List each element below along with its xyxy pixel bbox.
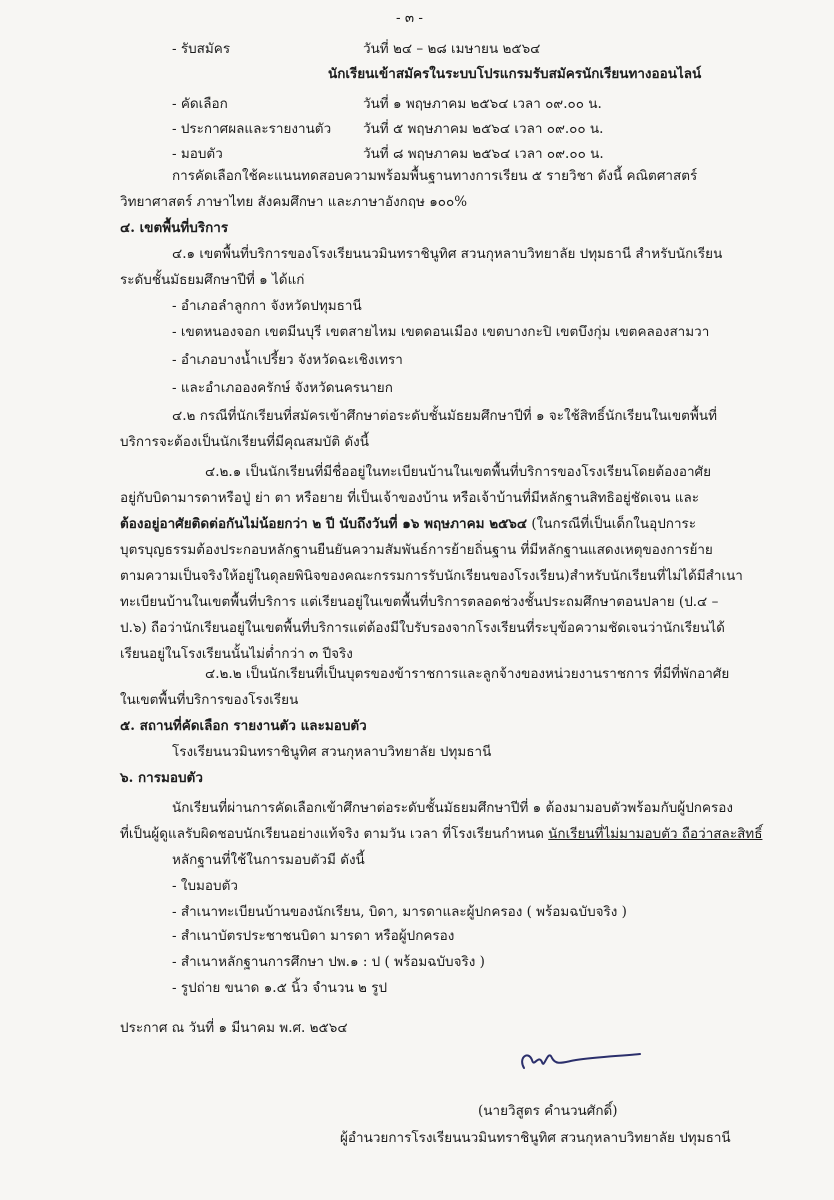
residency-requirement: ต้องอยู่อาศัยติดต่อกันไม่น้อยกว่า ๒ ปี นับถึงวันที่ ๑๖ พฤษภาคม ๒๕๖๔ [120,516,528,532]
signer-name: (นายวิสูตร คำนวนศักดิ์) [478,1103,618,1119]
para-4-2-1-line-6: ทะเบียนบ้านในเขตพื้นที่บริการ แต่เรียนอยู่ในเขตพื้นที่บริการตลอดช่วงชั้นประถมศึกษาตอนปลาย (ป.๔ – [120,594,719,610]
para-4-2-1-line-8: เรียนอยู่ในโรงเรียนนั้นไม่ต่ำกว่า ๓ ปีจริง [120,646,353,662]
section-4-heading: ๔. เขตพื้นที่บริการ [120,220,229,236]
forfeit-notice: นักเรียนที่ไม่มามอบตัว ถือว่าสละสิทธิ์ [548,826,763,842]
doc-item: - สำเนาทะเบียนบ้านของนักเรียน, บิดา, มารดาและผู้ปกครอง ( พร้อมฉบับจริง ) [172,904,627,920]
para-4-2-line-2: บริการจะต้องเป็นนักเรียนที่มีคุณสมบัติ ดังนี้ [120,434,369,450]
para-4-2-1-line-2: อยู่กับบิดามารดาหรือปู่ ย่า ตา หรือยาย ที่เป็นเจ้าของบ้าน หรือเจ้าบ้านที่มีหลักฐานสิทธิอยู่ชัดเจน และ [120,490,699,506]
schedule-value-apply: วันที่ ๒๔ – ๒๘ เมษายน ๒๕๖๔ [363,41,541,57]
para-4-1-line-1: ๔.๑ เขตพื้นที่บริการของโรงเรียนนวมินทราชินูทิศ สวนกุหลาบวิทยาลัย ปทุมธานี สำหรับนักเรียน [172,246,723,262]
para-4-2-2-line-2: ในเขตพื้นที่บริการของโรงเรียน [120,692,299,708]
docs-intro: หลักฐานที่ใช้ในการมอบตัวมี ดังนี้ [172,852,365,868]
signature-scribble [516,1040,646,1080]
para-6-line-2 [120,822,762,844]
area-item: - อำเภอลำลูกกา จังหวัดปทุมธานี [172,298,362,314]
schedule-label-apply: - รับสมัคร [172,41,231,57]
para-4-2-1-line-1: ๔.๒.๑ เป็นนักเรียนที่มีชื่ออยู่ในทะเบียนบ้านในเขตพื้นที่บริการของโรงเรียนโดยต้องอาศัย [205,464,712,480]
schedule-value-announce: วันที่ ๕ พฤษภาคม ๒๕๖๔ เวลา ๐๙.๐๐ น. [363,121,604,137]
para-4-1-line-2: ระดับชั้นมัธยมศึกษาปีที่ ๑ ได้แก่ [120,272,305,288]
para-4-2-1-line-3 [120,512,696,534]
announcement-date: ประกาศ ณ วันที่ ๑ มีนาคม พ.ศ. ๒๕๖๔ [120,1020,348,1036]
adoption-note-start: (ในกรณีที่เป็นเด็กในอุปการะ [527,516,697,532]
selection-line-2: วิทยาศาสตร์ ภาษาไทย สังคมศึกษา และภาษาอังกฤษ ๑๐๐% [120,194,468,210]
selection-line-1: การคัดเลือกใช้คะแนนทดสอบความพร้อมพื้นฐานทางการเรียน ๕ รายวิชา ดังนี้ คณิตศาสตร์ [172,168,698,184]
page-number: - ๓ - [396,10,423,26]
para-4-2-line-1: ๔.๒ กรณีที่นักเรียนที่สมัครเข้าศึกษาต่อระดับชั้นมัธยมศึกษาปีที่ ๑ จะใช้สิทธิ์นักเรียนในเขตพื้นที่ [172,408,717,424]
para-4-2-1-line-4: บุตรบุญธรรมต้องประกอบหลักฐานยืนยันความสัมพันธ์การย้ายถิ่นฐาน ที่มีหลักฐานแสดงเหตุของการย้าย [120,542,713,558]
venue: โรงเรียนนวมินทราชินูทิศ สวนกุหลาบวิทยาลัย ปทุมธานี [172,744,492,760]
para-6-line-2-text: ที่เป็นผู้ดูแลรับผิดชอบนักเรียนอย่างแท้จริง ตามวัน เวลา ที่โรงเรียนกำหนด [120,826,549,842]
para-4-2-1-line-7: ป.๖) ถือว่านักเรียนอยู่ในเขตพื้นที่บริการแต่ต้องมีใบรับรองจากโรงเรียนที่ระบุข้อความชัดเจนว่านักเรียนได้ [120,620,725,636]
schedule-value-select: วันที่ ๑ พฤษภาคม ๒๕๖๔ เวลา ๐๙.๐๐ น. [363,96,602,112]
schedule-label-select: - คัดเลือก [172,96,228,112]
section-6-heading: ๖. การมอบตัว [120,770,203,786]
schedule-value-handover: วันที่ ๘ พฤษภาคม ๒๕๖๔ เวลา ๐๙.๐๐ น. [363,146,604,162]
para-4-2-2-line-1: ๔.๒.๒ เป็นนักเรียนที่เป็นบุตรของข้าราชการและลูกจ้างของหน่วยงานราชการ ที่มีที่พักอาศัย [205,666,730,682]
para-6-line-1: นักเรียนที่ผ่านการคัดเลือกเข้าศึกษาต่อระดับชั้นมัธยมศึกษาปีที่ ๑ ต้องมามอบตัวพร้อมกับผู้ปกครอง [172,800,733,816]
section-5-heading: ๕. สถานที่คัดเลือก รายงานตัว และมอบตัว [120,718,367,734]
doc-item: - ใบมอบตัว [172,878,238,894]
schedule-label-announce: - ประกาศผลและรายงานตัว [172,121,332,137]
doc-item: - สำเนาหลักฐานการศึกษา ปพ.๑ : ป ( พร้อมฉบับจริง ) [172,954,485,970]
area-item: - และอำเภอองครักษ์ จังหวัดนครนายก [172,380,393,396]
schedule-label-handover: - มอบตัว [172,146,223,162]
doc-item: - รูปถ่าย ขนาด ๑.๕ นิ้ว จำนวน ๒ รูป [172,980,388,996]
signer-position: ผู้อำนวยการโรงเรียนนวมินทราชินูทิศ สวนกุหลาบวิทยาลัย ปทุมธานี [340,1130,731,1146]
doc-item: - สำเนาบัตรประชาชนบิดา มารดา หรือผู้ปกครอง [172,928,455,944]
area-item: - อำเภอบางน้ำเปรี้ยว จังหวัดฉะเชิงเทรา [172,352,403,368]
area-item: - เขตหนองจอก เขตมีนบุรี เขตสายไหม เขตดอนเมือง เขตบางกะปิ เขตบึงกุ่ม เขตคลองสามวา [172,324,710,340]
para-4-2-1-line-5: ตามความเป็นจริงให้อยู่ในดุลยพินิจของคณะกรรมการรับนักเรียนของโรงเรียน)สำหรับนักเรียนที่ไม่ได้มีสำเนา [120,568,743,584]
online-note: นักเรียนเข้าสมัครในระบบโปรแกรมรับสมัครนักเรียนทางออนไลน์ [328,66,702,82]
